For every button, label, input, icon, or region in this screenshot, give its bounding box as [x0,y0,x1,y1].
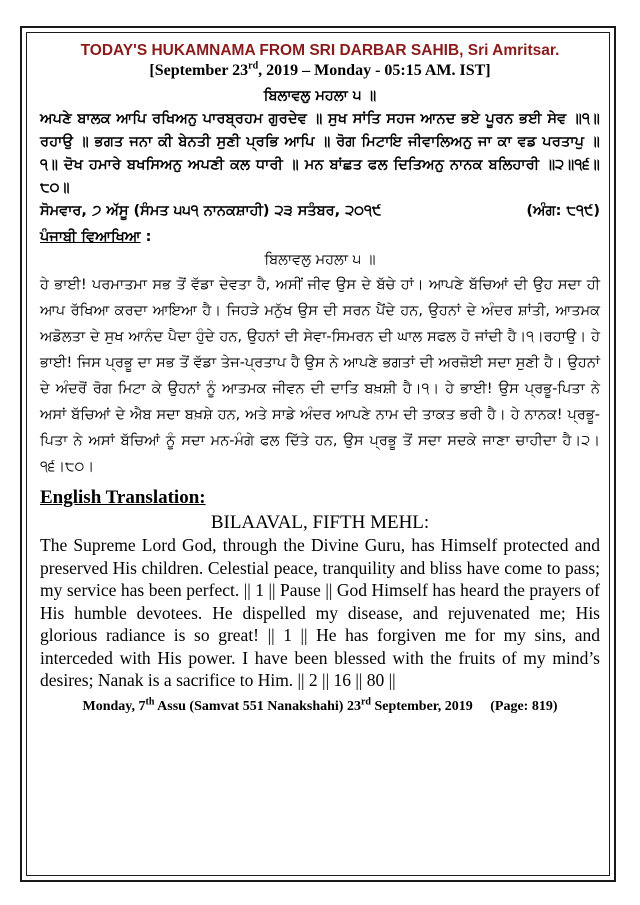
vyakhia-heading: ਬਿਲਾਵਲੁ ਮਹਲਾ ੫ ॥ [264,252,376,268]
english-heading: BILAAVAL, FIFTH MEHL: [210,512,430,533]
page-title: TODAY'S HUKAMNAMA FROM SRI DARBAR SAHIB, Sri Amritsar. [80,42,560,59]
english-translation-label: English Translation: [40,487,206,508]
footer-page-number: (Page: 819) [490,698,558,714]
hukamnama-document [40,42,600,716]
samvat-date: ਸੋਮਵਾਰ, ੭ ਅੱਸੂ (ਸੰਮਤ ੫੫੧ ਨਾਨਕਸ਼ਾਹੀ) ੨੩ ਸਤੰਬਰ, ੨੦੧੯ [40,203,382,219]
samvat-line [40,200,600,223]
vyakhia-text: ਹੇ ਭਾਈ! ਪਰਮਾਤਮਾ ਸਭ ਤੋਂ ਵੱਡਾ ਦੇਵਤਾ ਹੈ, ਅਸੀਂ ਜੀਵ ਉਸ ਦੇ ਬੱਚੇ ਹਾਂ। ਆਪਣੇ ਬੱਚਿਆਂ ਦੀ ਉਹ ਸਦਾ ਹੀ ਆਪ ਰੱਖਿਆ ਕਰਦਾ ਆਇਆ ਹੈ। ਜਿਹੜੇ ਮਨੁੱਖ ਉਸ ਦੀ ਸਰਨ ਪੈਂਦੇ ਹਨ, ਉਹਨਾਂ ਦੇ ਅੰਦਰ ਸ਼ਾਂਤੀ, ਆਤਮਕ ਅਡੋਲਤਾ ਦੇ ਸੁਖ ਆਨੰਦ ਪੈਦਾ ਹੁੰਦੇ ਹਨ, ਉਹਨਾਂ ਦੀ ਸੇਵਾ-ਸਿਮਰਨ ਦੀ ਘਾਲ ਸਫਲ ਹੋ ਜਾਂਦੀ ਹੈ।੧।ਰਹਾਉ। ਹੇ ਭਾਈ! ਜਿਸ ਪ੍ਰਭੂ ਦਾ ਸਭ ਤੋਂ ਵੱਡਾ ਤੇਜ-ਪ੍ਰਤਾਪ ਹੈ ਉਸ ਨੇ ਆਪਣੇ ਭਗਤਾਂ ਦੀ ਅਰਜ਼ੋਈ ਸਦਾ ਸੁਣੀ ਹੈ। ਉਹਨਾਂ ਦੇ ਅੰਦਰੋਂ ਰੋਗ ਮਿਟਾ ਕੇ ਉਹਨਾਂ ਨੂੰ ਆਤਮਕ ਜੀਵਨ ਦੀ ਦਾਤਿ ਬਖ਼ਸ਼ੀ ਹੈ।੧। ਹੇ ਭਾਈ! ਉਸ ਪ੍ਰਭੂ-ਪਿਤਾ ਨੇ ਅਸਾਂ ਬੱਚਿਆਂ ਦੇ ਐਬ ਸਦਾ ਬਖ਼ਸ਼ੇ ਹਨ, ਅਤੇ ਸਾਡੇ ਅੰਦਰ ਆਪਣੇ ਨਾਮ ਦੀ ਤਾਕਤ ਭਰੀ ਹੈ। ਹੇ ਨਾਨਕ! ਪ੍ਰਭੂ-ਪਿਤਾ ਨੇ ਅਸਾਂ ਬੱਚਿਆਂ ਨੂੰ ਸਦਾ ਮਨ-ਮੰਗੇ ਫਲ ਦਿੱਤੇ ਹਨ, ਉਸ ਪ੍ਰਭੂ ਤੋਂ ਸਦਾ ਸਦਕੇ ਜਾਣਾ ਚਾਹੀਦਾ ਹੈ।੨।੧੬।੮੦। [40,277,600,475]
shabad-heading: ਬਿਲਾਵਲੁ ਮਹਲਾ ੫ ॥ [263,88,377,104]
date-line: [September 23rd, 2019 – Monday - 05:15 AM. IST] [149,60,491,79]
shabad-text: ਅਪਣੇ ਬਾਲਕ ਆਪਿ ਰਖਿਅਨੁ ਪਾਰਬ੍ਰਹਮ ਗੁਰਦੇਵ ॥ ਸੁਖ ਸਾਂਤਿ ਸਹਜ ਆਨਦ ਭਏ ਪੂਰਨ ਭਈ ਸੇਵ ॥੧॥ ਰਹਾਉ ॥ ਭਗਤ ਜਨਾ ਕੀ ਬੇਨਤੀ ਸੁਣੀ ਪ੍ਰਭਿ ਆਪਿ ॥ ਰੋਗ ਮਿਟਾਇ ਜੀਵਾਲਿਅਨੁ ਜਾ ਕਾ ਵਡ ਪਰਤਾਪੁ ॥੧॥ ਦੋਖ ਹਮਾਰੇ ਬਖਸਿਅਨੁ ਅਪਣੀ ਕਲ ਧਾਰੀ ॥ ਮਨ ਬਾਂਛਤ ਫਲ ਦਿਤਿਅਨੁ ਨਾਨਕ ਬਲਿਹਾਰੀ ॥੨॥੧੬॥੮੦॥ [40,111,600,196]
ang-number: (ਅੰਗ: ੮੧੯) [526,203,600,219]
english-text: The Supreme Lord God, through the Divine Guru, has Himself protected and preserved His children. Celestial peace, tranquility and bliss have come to pass; my service has been perfect. || 1 || Pause || God Himself has heard the prayers of His humble devotees. He dispelled my disease, and rejuvenated me; His glorious radiance is so great! || 1 || He has forgiven me for my sins, and interceded with His power. I have been blessed with the fruits of my mind’s desires; Nanak is a sacrifice to Him. || 2 || 16 || 80 || [40,535,600,690]
footer-date-line: Monday, 7th Assu (Samvat 551 Nanakshahi) 23rd September, 2019 (Page: 819) [82,695,558,714]
punjabi-vyakhia-label: ਪੰਜਾਬੀ ਵਿਆਖਿਆ : [40,229,152,245]
